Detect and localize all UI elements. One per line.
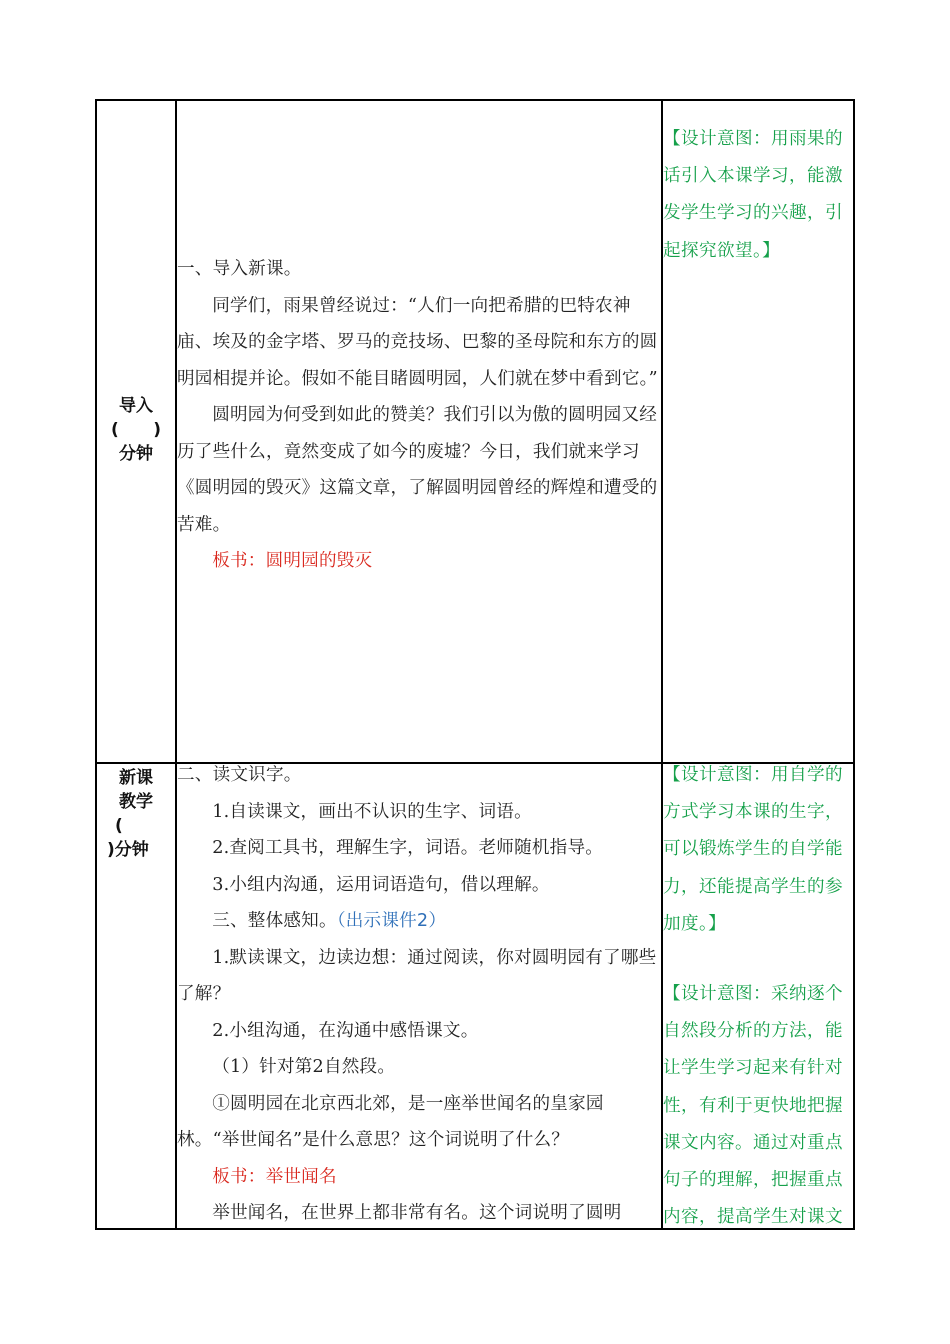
design-intent-note: 【设计意图：用雨果的话引入本课学习，能激发学生学习的兴趣，引起探究欲望。】 — [663, 129, 843, 261]
content-paragraph: 二、读文识字。 — [177, 765, 302, 785]
stage-name-part: 新课 — [119, 768, 153, 788]
content-paragraph: ①圆明园在北京西北郊，是一座举世闻名的皇家园林。“举世闻名”是什么意思？这个词说明了什么？ — [177, 1093, 604, 1150]
content-paragraph: 3.小组内沟通，运用词语造句，借以理解。 — [212, 874, 550, 895]
content-paragraph: 2.小组沟通，在沟通中感悟课文。 — [212, 1020, 479, 1041]
content-paragraph — [177, 903, 661, 940]
content-paragraph: 一、导入新课。 — [177, 259, 302, 279]
content-paragraph: 2.查阅工具书，理解生字，词语。老师随机指导。 — [212, 838, 604, 858]
intro-stage-cell — [97, 101, 177, 762]
content-paragraph: 同学们，雨果曾经说过：“人们一向把希腊的巴特农神庙、埃及的金字塔、罗马的竞技场、巴黎的圣母院和东方的圆明园相提并论。假如不能目睹圆明园，人们就在梦中看到它。” — [177, 295, 658, 389]
lesson-plan-table — [95, 99, 855, 1230]
stage-name-part: 教学 — [119, 792, 153, 812]
paren-close: ) — [153, 420, 161, 440]
paren-open: ( — [115, 816, 123, 836]
minutes-label: 分钟 — [119, 444, 153, 464]
blackboard-note: 板书：圆明园的毁灭 — [212, 551, 373, 571]
paren-open: ( — [111, 420, 119, 440]
new-lesson-content — [177, 757, 661, 1232]
intro-stage-label — [97, 394, 175, 466]
blackboard-note: 板书：举世闻名 — [212, 1166, 337, 1187]
content-paragraph: （1）针对第2自然段。 — [212, 1057, 396, 1077]
content-paragraph: 圆明园为何受到如此的赞美？我们引以为傲的圆明园又经历了些什么，竟然变成了如今的废墟？今日，我们就来学习《圆明园的毁灭》这篇文章，了解圆明园曾经的辉煌和遭受的苦难。 — [177, 405, 658, 535]
design-intent-note: 【设计意图：采纳逐个自然段分析的方法，能让学生学习起来有针对性，有利于更快地把握课文内容。通过对重点句子的理解，把握重点内容，提高学生对课文 — [663, 984, 843, 1228]
content-paragraph: 1.自读课文，画出不认识的生字、词语。 — [212, 801, 532, 822]
new-lesson-notes-cell — [663, 762, 853, 1228]
content-paragraph: 举世闻名，在世界上都非常有名。这个词说明了圆明 — [212, 1203, 622, 1223]
minutes-label: )分钟 — [107, 840, 149, 860]
new-lesson-row — [97, 762, 853, 1228]
new-lesson-stage-label — [97, 766, 175, 862]
intro-content-cell — [177, 101, 663, 762]
content-paragraph: 1.默读课文，边读边想：通过阅读，你对圆明园有了哪些了解？ — [177, 947, 657, 1004]
intro-row — [97, 101, 853, 764]
stage-name: 导入 — [119, 396, 153, 416]
design-intent-notes — [663, 121, 853, 270]
intro-notes-cell — [663, 101, 853, 762]
new-lesson-content-cell — [177, 762, 663, 1228]
minutes-parens — [97, 418, 175, 442]
section-heading: 三、整体感知。 — [212, 911, 337, 931]
design-intent-notes — [663, 757, 853, 1236]
intro-content — [177, 251, 661, 580]
design-intent-note: 【设计意图：用自学的方式学习本课的生字，可以锻炼学生的自学能力，还能提高学生的参加度。】 — [663, 765, 843, 934]
courseware-reference: （出示课件2） — [336, 911, 447, 931]
new-lesson-stage-cell — [97, 762, 177, 1228]
